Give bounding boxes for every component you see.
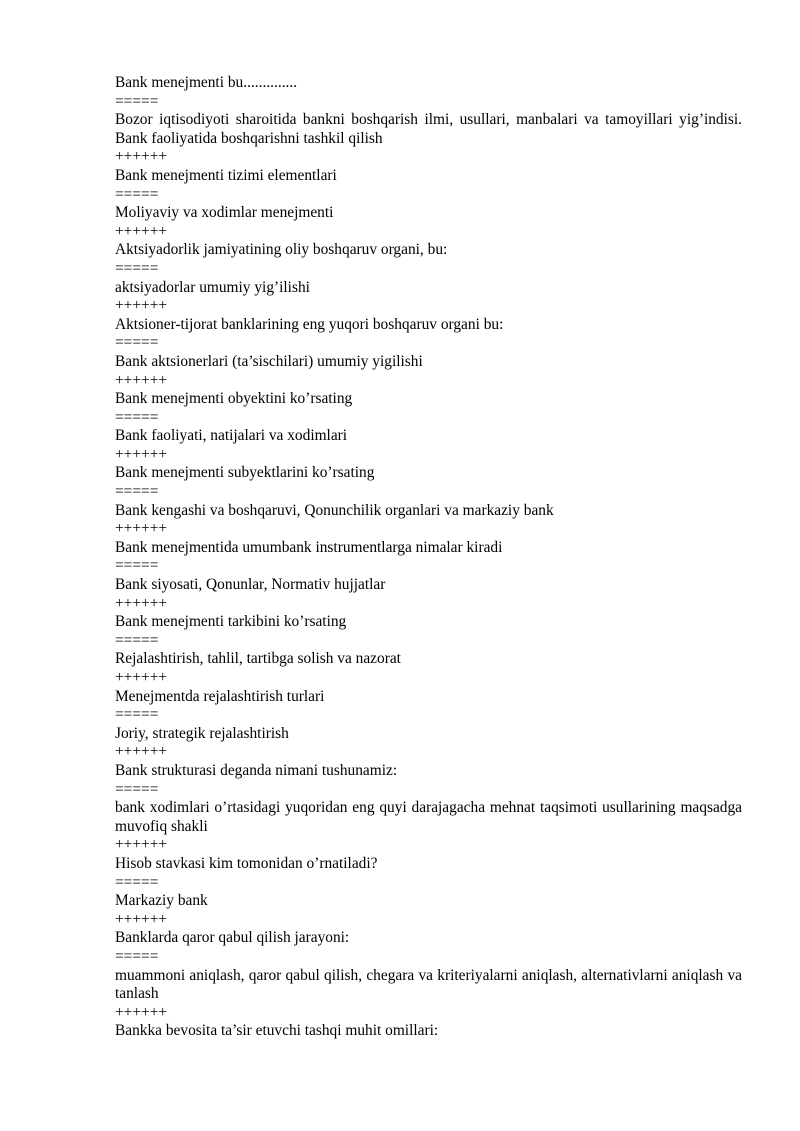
answer-text: aktsiyadorlar umumiy yig’ilishi — [115, 278, 310, 296]
answer-text: bank xodimlari o’rtasidagi yuqoridan eng quyi darajagacha mehnat taqsimoti usullarining maqsadga muvofiq shakli — [115, 799, 742, 835]
question-text: Bank menejmenti tarkibini ko’rsating — [115, 613, 347, 631]
separator-line: ++++++ — [115, 371, 168, 389]
answer-text: Bank siyosati, Qonunlar, Normativ hujjatlar — [115, 576, 386, 594]
question-text: Bank menejmenti obyektini ko’rsating — [115, 390, 353, 408]
separator-line: ===== — [115, 947, 159, 965]
answer-text: muammoni aniqlash, qaror qabul qilish, chegara va kriteriyalarni aniqlash, alternativlarni aniqlash va tanlash — [115, 966, 742, 1003]
question-text: Bank menejmentida umumbank instrumentlarga nimalar kiradi — [115, 538, 503, 556]
question-text: Menejmentda rejalashtirish turlari — [115, 687, 325, 705]
answer-text: Markaziy bank — [115, 892, 208, 910]
answer-text: Joriy, strategik rejalashtirish — [115, 724, 289, 742]
separator-line: ++++++ — [115, 297, 168, 315]
separator-line: ++++++ — [115, 910, 168, 928]
separator-line: ===== — [115, 185, 159, 203]
question-text: Hisob stavkasi kim tomonidan o’rnatiladi? — [115, 854, 378, 872]
separator-line: ===== — [115, 334, 159, 352]
separator-line: ++++++ — [115, 743, 168, 761]
separator-line: ===== — [115, 483, 159, 501]
separator-line: ===== — [115, 631, 159, 649]
answer-text: Bank faoliyati, natijalari va xodimlari — [115, 427, 348, 445]
separator-line: ===== — [115, 706, 159, 724]
separator-line: ++++++ — [115, 520, 168, 538]
answer-text: Moliyaviy va xodimlar menejmenti — [115, 204, 334, 222]
separator-line: ++++++ — [115, 836, 168, 854]
question-text: Bankka bevosita ta’sir etuvchi tashqi muhit omillari: — [115, 1022, 439, 1040]
separator-line: ===== — [115, 408, 159, 426]
question-text: Bank menejmenti bu.............. — [115, 74, 298, 91]
question-text: Banklarda qaror qabul qilish jarayoni: — [115, 929, 350, 947]
question-text: Bank menejmenti tizimi elementlari — [115, 166, 337, 184]
separator-line: ===== — [115, 557, 159, 575]
separator-line: ++++++ — [115, 148, 168, 166]
separator-line: ===== — [115, 259, 159, 277]
answer-text: Rejalashtirish, tahlil, tartibga solish va nazorat — [115, 650, 401, 668]
question-text: Bank strukturasi deganda nimani tushunamiz: — [115, 761, 398, 779]
document-page — [115, 74, 742, 1041]
question-text: Aktsiyadorlik jamiyatining oliy boshqaruv organi, bu: — [115, 241, 448, 259]
question-text: Bank menejmenti subyektlarini ko’rsating — [115, 464, 375, 482]
separator-line: ++++++ — [115, 1003, 168, 1021]
answer-text: Bank kengashi va boshqaruvi, Qonunchilik organlari va markaziy bank — [115, 501, 554, 519]
separator-line: ++++++ — [115, 594, 168, 612]
separator-line: ++++++ — [115, 445, 168, 463]
separator-line: ===== — [115, 92, 159, 110]
question-text: Aktsioner-tijorat banklarining eng yuqori boshqaruv organi bu: — [115, 315, 504, 333]
separator-line: ++++++ — [115, 222, 168, 240]
answer-text: Bank aktsionerlari (ta’sischilari) umumiy yigilishi — [115, 352, 423, 370]
separator-line: ++++++ — [115, 669, 168, 686]
separator-line: ===== — [115, 873, 159, 891]
separator-line: ===== — [115, 780, 159, 798]
answer-text: Bozor iqtisodiyoti sharoitida bankni boshqarish ilmi, usullari, manbalari va tamoyillari yig’indisi. Bank faoliyatida boshqarishni tashkil qilish — [115, 111, 742, 147]
